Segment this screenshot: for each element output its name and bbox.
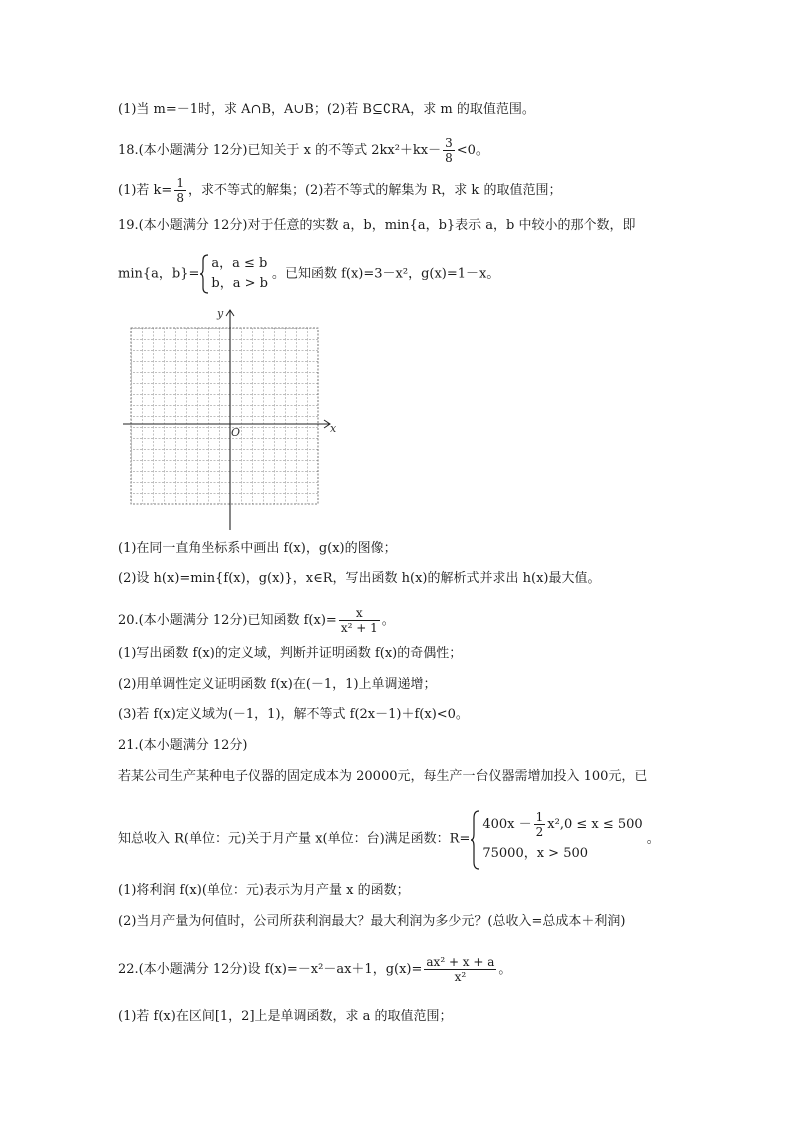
q20-stem: 20.(本小题满分 12分)已知函数 f(x)= $\frac{x}{\text{x² + 1}}$ 。 — [118, 606, 395, 635]
fraction: $\frac{3}{8}$ — [445, 136, 453, 165]
origin-label: O — [231, 426, 241, 439]
left-brace-icon — [199, 254, 209, 294]
q19-part1: (1)在同一直角坐标系中画出 f(x)，g(x)的图像； — [118, 541, 397, 556]
q21-heading: 21.(本小题满分 12分) — [118, 738, 248, 753]
q20-part3: (3)若 f(x)定义域为(－1，1)，解不等式 f(2x－1)＋f(x)<0。 — [118, 707, 469, 722]
fraction: $\frac{\text{ax² + x + a}}{\text{x²}}$ — [426, 955, 495, 984]
y-axis-label: y — [217, 307, 224, 320]
q17-part: (1)当 m=－1时，求 A∩B，A∪B；(2)若 B⊆∁RA，求 m 的取值范围。 — [118, 102, 535, 117]
coordinate-grid — [118, 306, 338, 532]
x-axis-label: x — [330, 422, 337, 435]
q22-stem: 22.(本小题满分 12分)设 f(x)=－x²－ax＋1，g(x)= $\frac{\text{ax² + x + a}}{\text{x²}}$ 。 — [118, 955, 512, 984]
piecewise: 400x － $\frac{1}{2}$ x²,0 ≤ x ≤ 500 75000，x > 500 — [470, 810, 642, 868]
q19-stem: 19.(本小题满分 12分)对于任意的实数 a，b，min{a，b}表示 a，b 中较小的那个数，即 — [118, 218, 636, 233]
q21-part2: (2)当月产量为何值时，公司所获利润最大？最大利润为多少元？(总收入=总成本＋利润) — [118, 914, 626, 929]
q21-body1: 若某公司生产某种电子仪器的固定成本为 20000元，每生产一台仪器需增加投入 100元，已 — [118, 769, 648, 784]
q19-min-definition: min{a，b}= a，a ≤ b b，a > b 。已知函数 f(x)=3－x²，g(x)=1－x。 — [118, 254, 499, 294]
q21-part1: (1)将利润 f(x)(单位：元)表示为月产量 x 的函数； — [118, 883, 410, 898]
piecewise: a，a ≤ b b，a > b — [199, 254, 268, 294]
q20-part2: (2)用单调性定义证明函数 f(x)在(－1，1)上单调递增； — [118, 677, 437, 692]
q21-body2: 知总收入 R(单位：元)关于月产量 x(单位：台)满足函数：R= 400x － $\frac{1}{2}$ x²,0 ≤ x ≤ 500 75000，x > 500 。 — [118, 810, 660, 868]
grid-cells — [131, 328, 318, 504]
q20-part1: (1)写出函数 f(x)的定义域，判断并证明函数 f(x)的奇偶性； — [118, 646, 463, 661]
fraction: $\frac{1}{2}$ — [535, 810, 544, 839]
grid-svg — [118, 306, 338, 532]
q18-parts: (1)若 k= $\frac{1}{8}$ ，求不等式的解集；(2)若不等式的解集为 R，求 k 的取值范围； — [118, 176, 562, 205]
left-brace-icon — [470, 810, 480, 870]
fraction: $\frac{1}{8}$ — [176, 176, 184, 205]
q19-part2: (2)设 h(x)=min{f(x)，g(x)}，x∈R，写出函数 h(x)的解析式并求出 h(x)最大值。 — [118, 571, 601, 586]
q22-part1: (1)若 f(x)在区间[1，2]上是单调函数，求 a 的取值范围； — [118, 1009, 453, 1024]
q18-stem: 18.(本小题满分 12分)已知关于 x 的不等式 2kx²＋kx－ $\frac{3}{8}$ <0。 — [118, 136, 489, 165]
fraction: $\frac{x}{\text{x² + 1}}$ — [340, 606, 378, 635]
